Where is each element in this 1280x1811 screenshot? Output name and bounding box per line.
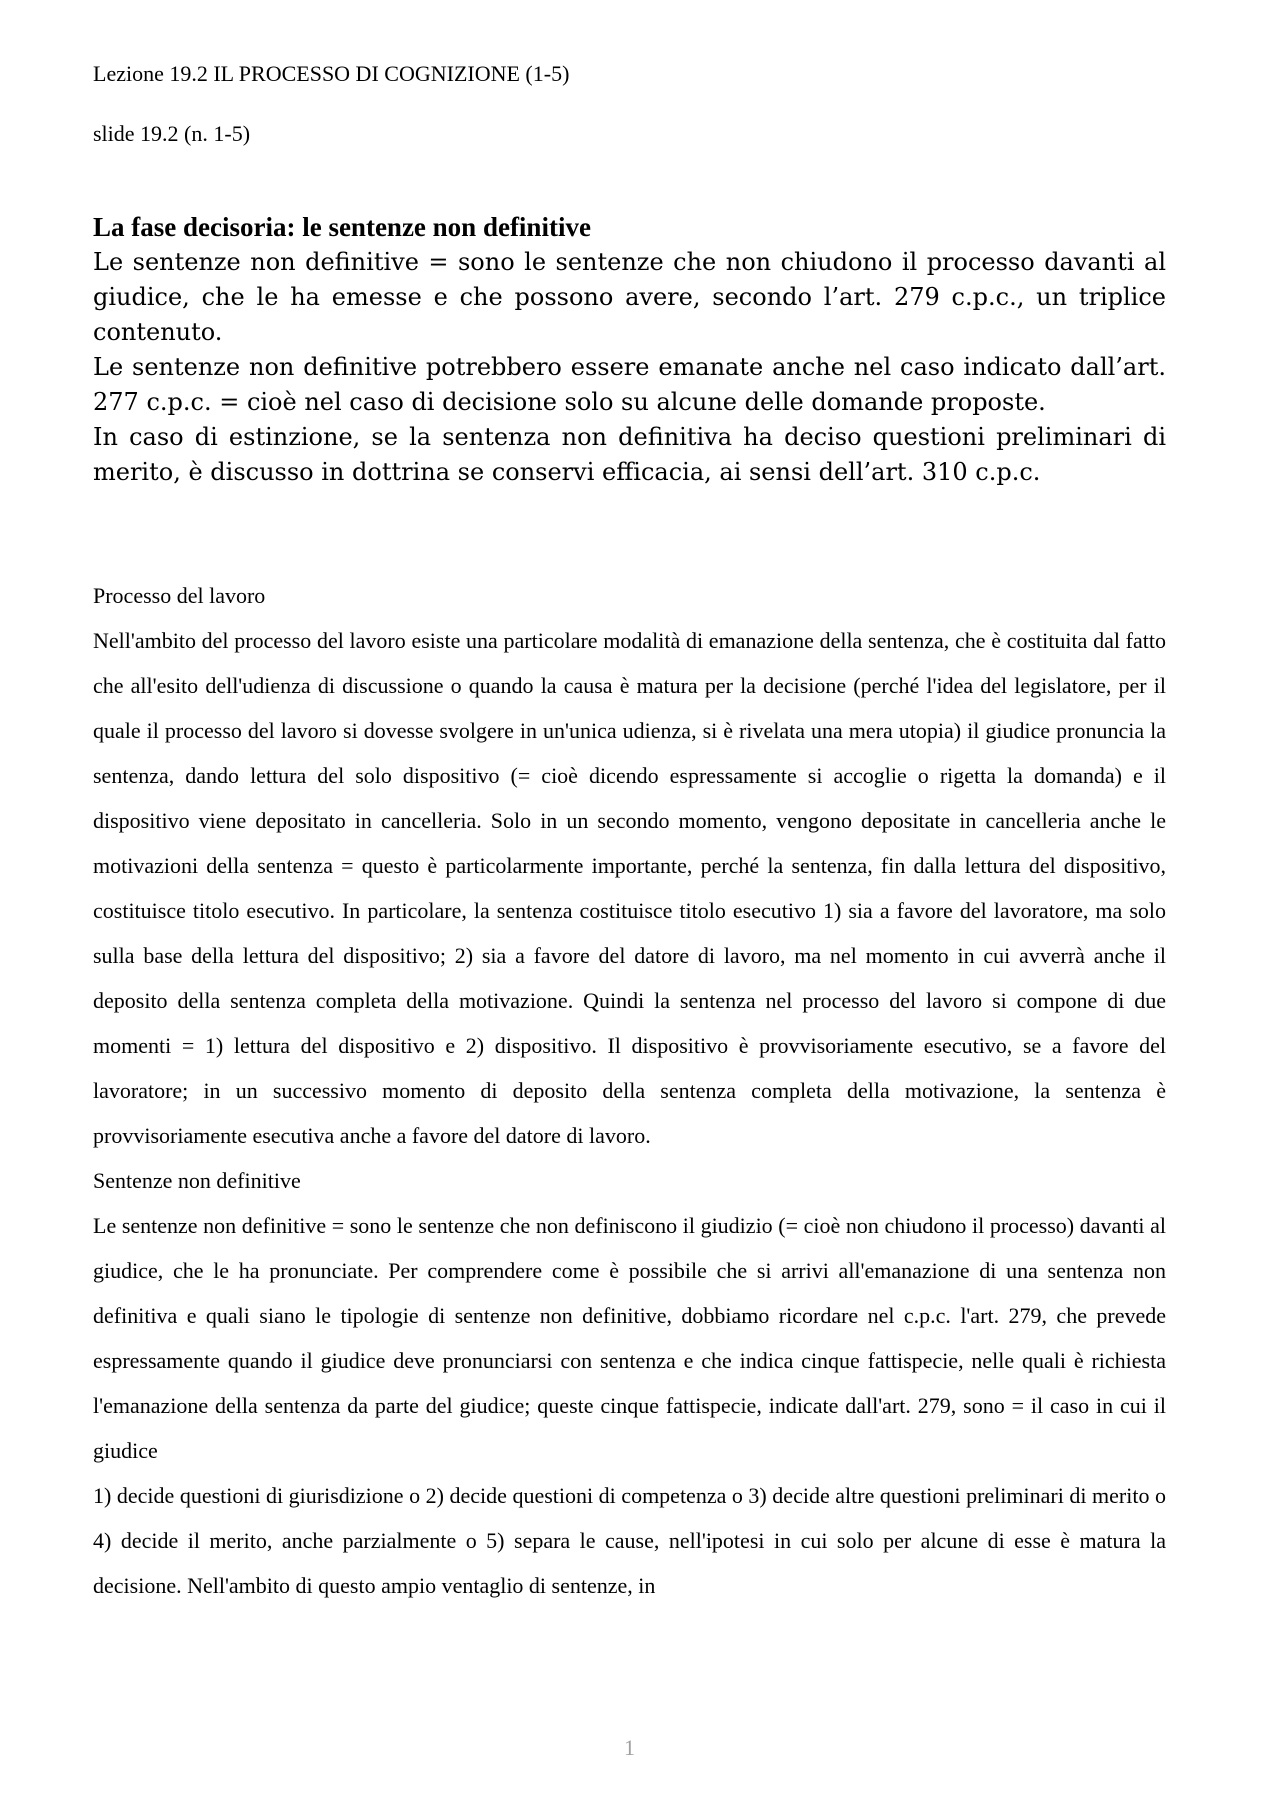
paragraph: Le sentenze non definitive potrebbero essere emanate anche nel caso indicato dall’art. 277 c.p.c. = cioè nel caso di decisione solo su alcune delle domande proposte. [93, 353, 1166, 416]
section-heading: La fase decisoria: le sentenze non definitive [93, 212, 591, 242]
paragraph-sentenze-non-definitive: Le sentenze non definitive = sono le sentenze che non definiscono il giudizio (= cioè non chiudono il processo) davanti al giudice, che le ha pronunciate. Per comprendere come è possibile che si arrivi all'emanazione di una sentenza non definitiva e quali siano le tipologie di sentenze non definitive, dobbiamo ricordare nel c.p.c. l'art. 279, che prevede espressamente quando il giudice deve pronunciarsi con sentenza e che indica cinque fattispecie, nelle quali è richiesta l'emanazione della sentenza da parte del giudice; queste cinque fattispecie, indicate dall'art. 279, sono = il caso in cui il giudice [93, 1213, 1166, 1463]
subheading-processo-lavoro: Processo del lavoro [93, 583, 266, 608]
subheading-sentenze-non-definitive: Sentenze non definitive [93, 1168, 301, 1193]
slide-reference: slide 19.2 (n. 1-5) [93, 121, 251, 146]
paragraph: Le sentenze non definitive = sono le sentenze che non chiudono il processo davanti al giudice, che le ha emesse e che possono avere, secondo l’art. 279 c.p.c., un triplice contenuto. [93, 248, 1166, 346]
lesson-title: Lezione 19.2 IL PROCESSO DI COGNIZIONE (1-5) [93, 61, 570, 86]
section-decision-phase [93, 210, 1166, 490]
section-labour-process [93, 573, 1166, 1608]
paragraph-fattispecie-list: 1) decide questioni di giurisdizione o 2) decide questioni di competenza o 3) decide altre questioni preliminari di merito o 4) decide il merito, anche parzialmente o 5) separa le cause, nell'ipotesi in cui solo per alcune di esse è matura la decisione. Nell'ambito di questo ampio ventaglio di sentenze, in [93, 1483, 1166, 1598]
paragraph-processo-lavoro: Nell'ambito del processo del lavoro esiste una particolare modalità di emanazione della sentenza, che è costituita dal fatto che all'esito dell'udienza di discussione o quando la causa è matura per la decisione (perché l'idea del legislatore, per il quale il processo del lavoro si dovesse svolgere in un'unica udienza, si è rivelata una mera utopia) il giudice pronuncia la sentenza, dando lettura del solo dispositivo (= cioè dicendo espressamente si accoglie o rigetta la domanda) e il dispositivo viene depositato in cancelleria. Solo in un secondo momento, vengono depositate in cancelleria anche le motivazioni della sentenza = questo è particolarmente importante, perché la sentenza, fin dalla lettura del dispositivo, costituisce titolo esecutivo. In particolare, la sentenza costituisce titolo esecutivo 1) sia a favore del lavoratore, ma solo sulla base della lettura del dispositivo; 2) sia a favore del datore di lavoro, ma nel momento in cui avverrà anche il deposito della sentenza completa della motivazione. Quindi la sentenza nel processo del lavoro si compone di due momenti = 1) lettura del dispositivo e 2) dispositivo. Il dispositivo è provvisoriamente esecutivo, se a favore del lavoratore; in un successivo momento di deposito della sentenza completa della motivazione, la sentenza è provvisoriamente esecutiva anche a favore del datore di lavoro. [93, 628, 1166, 1148]
paragraph: In caso di estinzione, se la sentenza non definitiva ha deciso questioni preliminari di merito, è discusso in dottrina se conservi efficacia, ai sensi dell’art. 310 c.p.c. [93, 423, 1166, 486]
page-number: 1 [624, 1735, 635, 1760]
